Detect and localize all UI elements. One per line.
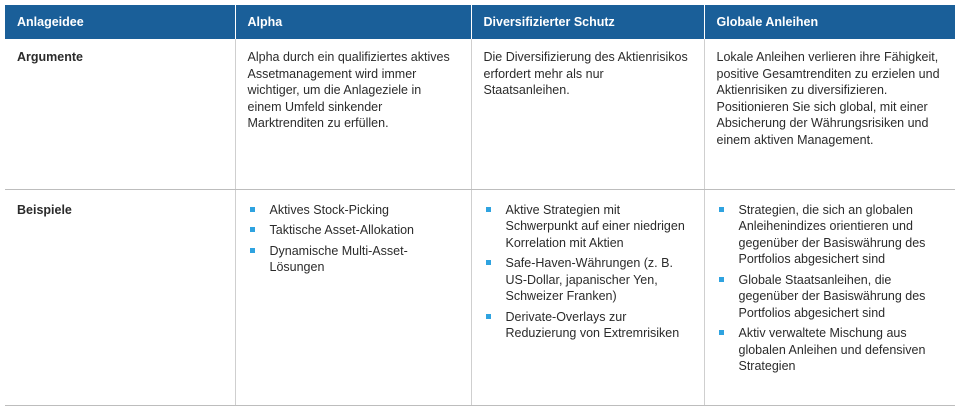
square-bullet-icon — [250, 227, 255, 232]
header-diversifizierter-schutz: Diversifizierter Schutz — [471, 5, 704, 39]
list-item-text: Dynamische Multi-Asset-Lösungen — [269, 243, 408, 274]
list-item — [248, 222, 459, 239]
cell-argumente-alpha: Alpha durch ein qualifiziertes aktives Assetmanagement wird immer wichtiger, um die Anlageziele in einem Umfeld sinkender Marktrenditen zu erfüllen. — [235, 39, 471, 189]
list-item-text: Strategien, die sich an globalen Anleihenindizes orientieren und gegenüber der Basiswährung des Portfolios abgesichert sind — [738, 202, 926, 266]
table-row-beispiele — [5, 189, 955, 405]
header-anlageidee: Anlageidee — [5, 5, 235, 39]
list-item-text: Derivate-Overlays zur Reduzierung von Extremrisiken — [505, 309, 680, 340]
square-bullet-icon — [250, 207, 255, 212]
row-label-argumente: Argumente — [5, 39, 235, 189]
list-item — [248, 202, 459, 219]
table-header — [5, 5, 955, 39]
bullet-list-schutz — [484, 202, 692, 342]
list-item-text: Aktiv verwaltete Mischung aus globalen Anleihen und defensiven Strategien — [738, 326, 926, 373]
list-item — [248, 243, 459, 276]
list-item-text: Aktive Strategien mit Schwerpunkt auf einer niedrigen Korrelation mit Aktien — [505, 202, 685, 250]
square-bullet-icon — [719, 277, 724, 282]
list-item — [484, 309, 692, 342]
list-item — [717, 325, 944, 375]
square-bullet-icon — [486, 260, 491, 265]
square-bullet-icon — [250, 248, 255, 253]
list-item-text: Taktische Asset-Allokation — [269, 223, 415, 237]
list-item-text: Globale Staatsanleihen, die gegenüber der Basiswährung des Portfolios abgesichert sind — [738, 272, 926, 320]
table-body — [5, 39, 955, 405]
list-item — [484, 202, 692, 252]
investment-ideas-table — [5, 5, 955, 406]
square-bullet-icon — [486, 207, 491, 212]
cell-argumente-schutz: Die Diversifizierung des Aktienrisikos erfordert mehr als nur Staatsanleihen. — [471, 39, 704, 189]
square-bullet-icon — [486, 314, 491, 319]
cell-beispiele-anleihen — [704, 189, 955, 405]
list-item-text: Aktives Stock-Picking — [269, 202, 389, 217]
square-bullet-icon — [719, 207, 724, 212]
row-label-beispiele: Beispiele — [5, 189, 235, 405]
header-globale-anleihen: Globale Anleihen — [704, 5, 955, 39]
investment-ideas-table-container — [5, 5, 955, 406]
list-item — [717, 202, 944, 268]
list-item — [717, 272, 944, 322]
list-item-text: Safe-Haven-Währungen (z. B. US-Dollar, japanischer Yen, Schweizer Franken) — [505, 256, 673, 303]
bullet-list-alpha — [248, 202, 459, 276]
list-item — [484, 255, 692, 305]
cell-argumente-anleihen: Lokale Anleihen verlieren ihre Fähigkeit, positive Gesamtrenditen zu erzielen und Aktienrisiken zu diversifizieren. Positionieren Sie sich global, mit einer Absicherung der Währungsrisiken und einem aktiven Management. — [704, 39, 955, 189]
table-row-argumente — [5, 39, 955, 189]
cell-beispiele-alpha — [235, 189, 471, 405]
header-alpha: Alpha — [235, 5, 471, 39]
header-row — [5, 5, 955, 39]
cell-beispiele-schutz — [471, 189, 704, 405]
bullet-list-anleihen — [717, 202, 944, 375]
square-bullet-icon — [719, 330, 724, 335]
